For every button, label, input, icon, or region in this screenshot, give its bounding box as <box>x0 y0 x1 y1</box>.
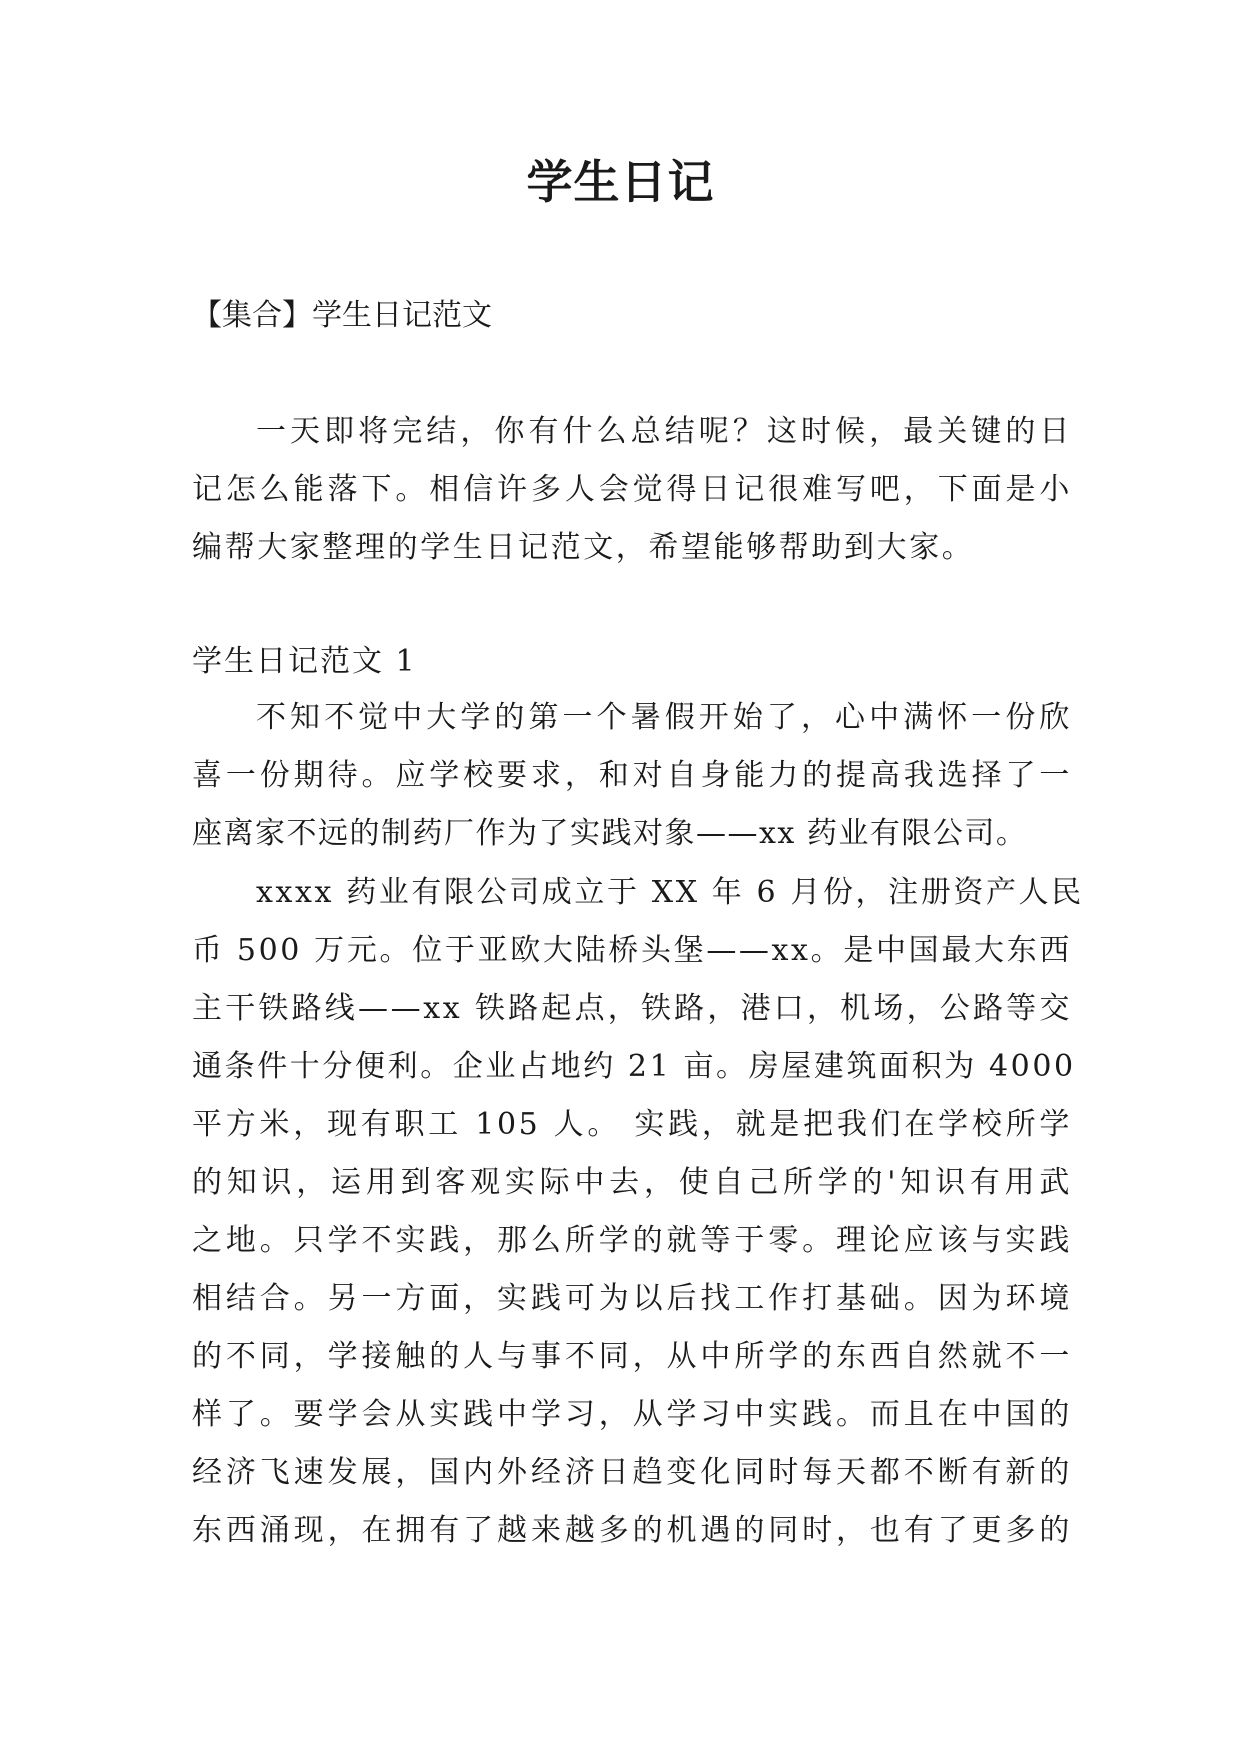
paragraph-line: 样了。要学会从实践中学习，从学习中实践。而且在中国的 <box>192 1397 1072 1432</box>
paragraph-line: 的不同，学接触的人与事不同，从中所学的东西自然就不一 <box>192 1339 1072 1374</box>
document-subtitle: 【集合】学生日记范文 <box>192 298 492 333</box>
paragraph-line: 座离家不远的制药厂作为了实践对象——xx 药业有限公司。 <box>192 816 1028 851</box>
paragraph-line: 经济飞速发展，国内外经济日趋变化同时每天都不断有新的 <box>192 1455 1072 1490</box>
section-heading: 学生日记范文 1 <box>192 644 417 679</box>
paragraph-line: 通条件十分便利。企业占地约 21 亩。房屋建筑面积为 4000 <box>192 1049 1076 1084</box>
paragraph-line: 不知不觉中大学的第一个暑假开始了，心中满怀一份欣 <box>256 700 1072 735</box>
paragraph-line: 喜一份期待。应学校要求，和对自身能力的提高我选择了一 <box>192 758 1072 793</box>
body-paragraph-1 <box>192 689 1072 863</box>
paragraph-line: 币 500 万元。位于亚欧大陆桥头堡——xx。是中国最大东西 <box>192 933 1072 968</box>
paragraph-line: 之地。只学不实践，那么所学的就等于零。理论应该与实践 <box>192 1223 1072 1258</box>
intro-line: 编帮大家整理的学生日记范文，希望能够帮助到大家。 <box>192 530 975 565</box>
paragraph-line: 相结合。另一方面，实践可为以后找工作打基础。因为环境 <box>192 1281 1072 1316</box>
intro-paragraph <box>192 403 1072 577</box>
intro-line: 一天即将完结，你有什么总结呢？这时候，最关键的日 <box>256 414 1072 449</box>
paragraph-line: xxxx 药业有限公司成立于 XX 年 6 月份，注册资产人民 <box>256 875 1084 910</box>
paragraph-line: 的知识，运用到客观实际中去，使自己所学的'知识有用武 <box>192 1165 1072 1200</box>
paragraph-line: 平方米，现有职工 105 人。 实践，就是把我们在学校所学 <box>192 1107 1072 1142</box>
body-paragraph-2 <box>192 864 1084 1560</box>
paragraph-line: 东西涌现，在拥有了越来越多的机遇的同时，也有了更多的 <box>192 1513 1072 1548</box>
paragraph-line: 主干铁路线——xx 铁路起点，铁路，港口，机场，公路等交 <box>192 991 1072 1026</box>
intro-line: 记怎么能落下。相信许多人会觉得日记很难写吧，下面是小 <box>192 472 1072 507</box>
document-title: 学生日记 <box>526 155 715 209</box>
